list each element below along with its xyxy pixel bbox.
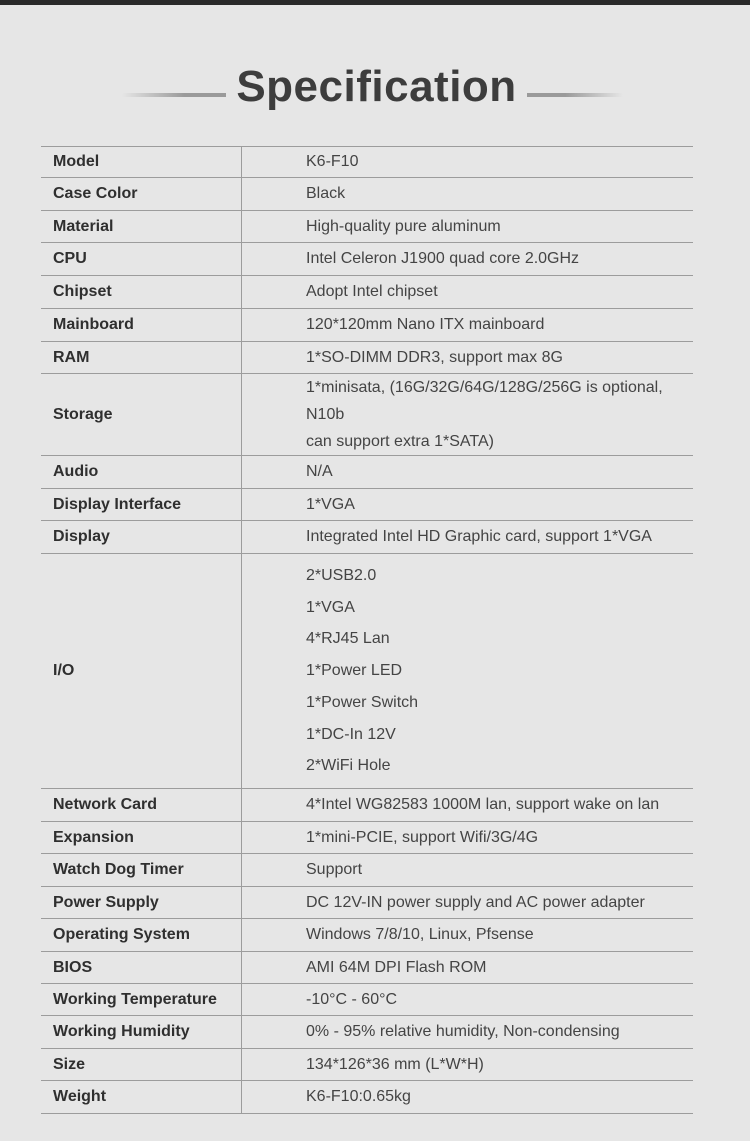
spec-row-chipset xyxy=(41,276,693,309)
spec-label: Material xyxy=(41,211,242,243)
spec-label: BIOS xyxy=(41,952,242,984)
spec-label: Operating System xyxy=(41,919,242,952)
spec-label: I/O xyxy=(41,554,242,789)
spec-value: Adopt Intel chipset xyxy=(242,276,694,309)
storage-value-line-1: 1*minisata, (16G/32G/64G/128G/256G is optional, N10b xyxy=(306,379,663,423)
storage-value-line-2: can support extra 1*SATA) xyxy=(306,433,494,450)
spec-row-network-card xyxy=(41,789,693,822)
spec-label: Working Humidity xyxy=(41,1016,242,1049)
spec-value: 1*VGA xyxy=(242,489,694,521)
spec-value: -10°C - 60°C xyxy=(242,984,694,1016)
spec-label: Power Supply xyxy=(41,887,242,919)
spec-row-weight xyxy=(41,1081,693,1114)
spec-value: Windows 7/8/10, Linux, Pfsense xyxy=(242,919,694,952)
spec-label: CPU xyxy=(41,243,242,276)
spec-value: Support xyxy=(242,854,694,887)
spec-row-cpu xyxy=(41,243,693,276)
spec-row-ram xyxy=(41,342,693,374)
spec-value xyxy=(242,554,694,789)
spec-row-case-color xyxy=(41,178,693,211)
spec-label: Case Color xyxy=(41,178,242,211)
spec-label: Network Card xyxy=(41,789,242,822)
spec-value: DC 12V-IN power supply and AC power adapter xyxy=(242,887,694,919)
spec-label: Watch Dog Timer xyxy=(41,854,242,887)
spec-value: Black xyxy=(242,178,694,211)
io-item: 2*USB2.0 xyxy=(306,567,377,585)
spec-label: Storage xyxy=(41,374,242,456)
spec-label: Audio xyxy=(41,456,242,489)
spec-row-audio xyxy=(41,456,693,489)
spec-label: RAM xyxy=(41,342,242,374)
spec-value: 0% - 95% relative humidity, Non-condensing xyxy=(242,1016,694,1049)
spec-label: Size xyxy=(41,1049,242,1081)
heading-left-rule xyxy=(122,93,226,97)
io-item: 1*VGA xyxy=(306,598,355,616)
spec-value: Integrated Intel HD Graphic card, support 1*VGA xyxy=(242,521,694,554)
spec-label: Model xyxy=(41,147,242,178)
spec-label: Working Temperature xyxy=(41,984,242,1016)
spec-row-power-supply xyxy=(41,887,693,919)
spec-value: N/A xyxy=(242,456,694,489)
spec-heading xyxy=(0,60,750,120)
spec-value: Intel Celeron J1900 quad core 2.0GHz xyxy=(242,243,694,276)
io-item: 1*Power Switch xyxy=(306,693,419,711)
spec-row-bios xyxy=(41,952,693,984)
spec-label: Chipset xyxy=(41,276,242,309)
spec-row-working-humidity xyxy=(41,1016,693,1049)
spec-label: Expansion xyxy=(41,822,242,854)
spec-row-watch-dog-timer xyxy=(41,854,693,887)
spec-row-operating-system xyxy=(41,919,693,952)
io-item: 4*RJ45 Lan xyxy=(306,630,390,648)
spec-row-mainboard xyxy=(41,309,693,342)
spec-value: 1*mini-PCIE, support Wifi/3G/4G xyxy=(242,822,694,854)
page-title: Specification xyxy=(236,62,517,111)
spec-label: Mainboard xyxy=(41,309,242,342)
top-border-bar xyxy=(0,0,750,5)
io-item: 1*Power LED xyxy=(306,662,403,680)
spec-row-working-temperature xyxy=(41,984,693,1016)
io-item: 2*WiFi Hole xyxy=(306,757,391,775)
spec-row-io xyxy=(41,554,693,789)
spec-value: High-quality pure aluminum xyxy=(242,211,694,243)
spec-table xyxy=(41,146,693,1114)
spec-row-storage xyxy=(41,374,693,456)
spec-row-display-interface xyxy=(41,489,693,521)
spec-value: K6-F10:0.65kg xyxy=(242,1081,694,1114)
spec-value: 4*Intel WG82583 1000M lan, support wake on lan xyxy=(242,789,694,822)
spec-value: 134*126*36 mm (L*W*H) xyxy=(242,1049,694,1081)
spec-value xyxy=(242,374,694,456)
io-item: 1*DC-In 12V xyxy=(306,725,396,743)
spec-row-expansion xyxy=(41,822,693,854)
spec-value: K6-F10 xyxy=(242,147,694,178)
spec-row-model xyxy=(41,147,693,178)
spec-label: Display Interface xyxy=(41,489,242,521)
spec-label: Display xyxy=(41,521,242,554)
spec-value: 120*120mm Nano ITX mainboard xyxy=(242,309,694,342)
spec-label: Weight xyxy=(41,1081,242,1114)
spec-row-display xyxy=(41,521,693,554)
spec-value: AMI 64M DPI Flash ROM xyxy=(242,952,694,984)
spec-value: 1*SO-DIMM DDR3, support max 8G xyxy=(242,342,694,374)
heading-right-rule xyxy=(527,93,623,97)
spec-row-size xyxy=(41,1049,693,1081)
spec-row-material xyxy=(41,211,693,243)
